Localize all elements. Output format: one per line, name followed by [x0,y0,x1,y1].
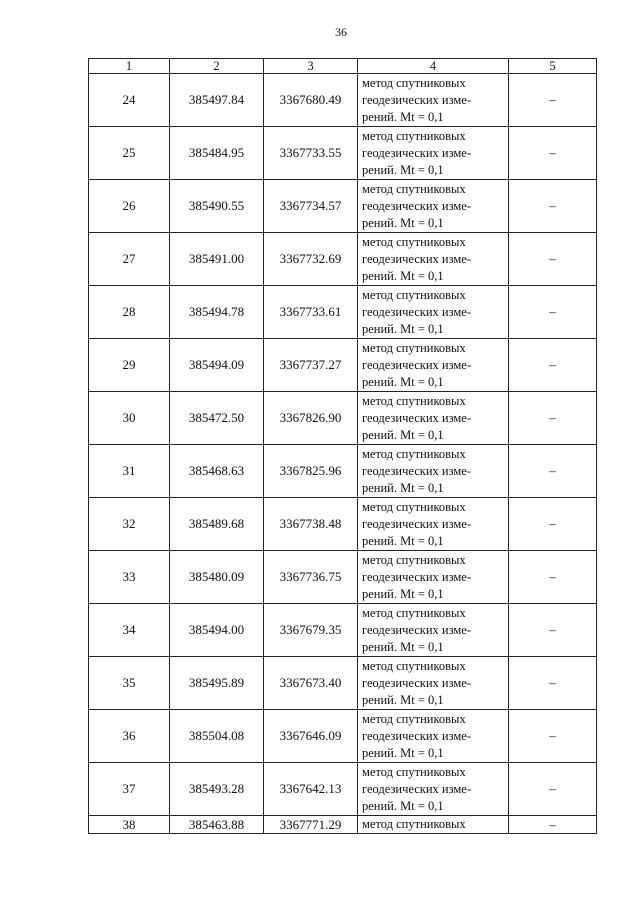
note-cell: – [509,233,597,286]
x-coordinate-cell: 385490.55 [170,180,264,233]
table-row [89,339,597,392]
table-row [89,286,597,339]
table-row [89,763,597,816]
table-header-row [89,59,597,74]
method-cell: метод спутниковых геодезических изме- рений. Mt = 0,1 [358,233,509,286]
point-number-cell: 31 [89,445,170,498]
point-number-cell: 29 [89,339,170,392]
method-cell: метод спутниковых геодезических изме- рений. Mt = 0,1 [358,657,509,710]
x-coordinate-cell: 385504.08 [170,710,264,763]
note-cell: – [509,392,597,445]
y-coordinate-cell: 3367736.75 [264,551,358,604]
column-header-4: 4 [358,59,509,74]
method-cell: метод спутниковых геодезических изме- рений. Mt = 0,1 [358,74,509,127]
point-number-cell: 26 [89,180,170,233]
y-coordinate-cell: 3367825.96 [264,445,358,498]
point-number-cell: 36 [89,710,170,763]
y-coordinate-cell: 3367733.55 [264,127,358,180]
note-cell: – [509,551,597,604]
method-cell: метод спутниковых геодезических изме- рений. Mt = 0,1 [358,604,509,657]
table-row [89,445,597,498]
method-cell: метод спутниковых геодезических изме- рений. Mt = 0,1 [358,127,509,180]
point-number-cell: 27 [89,233,170,286]
point-number-cell: 28 [89,286,170,339]
method-cell: метод спутниковых геодезических изме- рений. Mt = 0,1 [358,286,509,339]
method-cell: метод спутниковых геодезических изме- рений. Mt = 0,1 [358,339,509,392]
table-row [89,498,597,551]
page-number: 36 [335,25,347,39]
x-coordinate-cell: 385497.84 [170,74,264,127]
point-number-cell: 30 [89,392,170,445]
note-cell: – [509,339,597,392]
point-number-cell: 38 [89,816,170,834]
note-cell: – [509,498,597,551]
y-coordinate-cell: 3367679.35 [264,604,358,657]
point-number-cell: 25 [89,127,170,180]
column-header-3: 3 [264,59,358,74]
table-row [89,233,597,286]
y-coordinate-cell: 3367826.90 [264,392,358,445]
note-cell: – [509,604,597,657]
x-coordinate-cell: 385468.63 [170,445,264,498]
method-cell: метод спутниковых [358,816,509,834]
note-cell: – [509,74,597,127]
note-cell: – [509,286,597,339]
point-number-cell: 32 [89,498,170,551]
y-coordinate-cell: 3367642.13 [264,763,358,816]
x-coordinate-cell: 385493.28 [170,763,264,816]
point-number-cell: 33 [89,551,170,604]
table-row [89,127,597,180]
coordinates-table [88,58,597,834]
y-coordinate-cell: 3367732.69 [264,233,358,286]
y-coordinate-cell: 3367680.49 [264,74,358,127]
x-coordinate-cell: 385494.78 [170,286,264,339]
table-body [89,74,597,834]
x-coordinate-cell: 385491.00 [170,233,264,286]
y-coordinate-cell: 3367646.09 [264,710,358,763]
point-number-cell: 34 [89,604,170,657]
x-coordinate-cell: 385494.09 [170,339,264,392]
y-coordinate-cell: 3367673.40 [264,657,358,710]
table-row [89,816,597,834]
table-row [89,657,597,710]
x-coordinate-cell: 385472.50 [170,392,264,445]
table-row [89,710,597,763]
y-coordinate-cell: 3367733.61 [264,286,358,339]
method-cell: метод спутниковых геодезических изме- рений. Mt = 0,1 [358,392,509,445]
point-number-cell: 37 [89,763,170,816]
column-header-1: 1 [89,59,170,74]
y-coordinate-cell: 3367738.48 [264,498,358,551]
table-row [89,551,597,604]
x-coordinate-cell: 385463.88 [170,816,264,834]
table-row [89,180,597,233]
method-cell: метод спутниковых геодезических изме- рений. Mt = 0,1 [358,498,509,551]
y-coordinate-cell: 3367771.29 [264,816,358,834]
note-cell: – [509,763,597,816]
table-row [89,604,597,657]
y-coordinate-cell: 3367737.27 [264,339,358,392]
table-row [89,74,597,127]
table-row [89,392,597,445]
method-cell: метод спутниковых геодезических изме- рений. Mt = 0,1 [358,445,509,498]
note-cell: – [509,445,597,498]
x-coordinate-cell: 385480.09 [170,551,264,604]
x-coordinate-cell: 385495.89 [170,657,264,710]
method-cell: метод спутниковых геодезических изме- рений. Mt = 0,1 [358,551,509,604]
note-cell: – [509,657,597,710]
method-cell: метод спутниковых геодезических изме- рений. Mt = 0,1 [358,710,509,763]
x-coordinate-cell: 385494.00 [170,604,264,657]
note-cell: – [509,180,597,233]
x-coordinate-cell: 385489.68 [170,498,264,551]
column-header-2: 2 [170,59,264,74]
point-number-cell: 35 [89,657,170,710]
y-coordinate-cell: 3367734.57 [264,180,358,233]
note-cell: – [509,127,597,180]
method-cell: метод спутниковых геодезических изме- рений. Mt = 0,1 [358,763,509,816]
note-cell: – [509,816,597,834]
column-header-5: 5 [509,59,597,74]
x-coordinate-cell: 385484.95 [170,127,264,180]
method-cell: метод спутниковых геодезических изме- рений. Mt = 0,1 [358,180,509,233]
point-number-cell: 24 [89,74,170,127]
note-cell: – [509,710,597,763]
